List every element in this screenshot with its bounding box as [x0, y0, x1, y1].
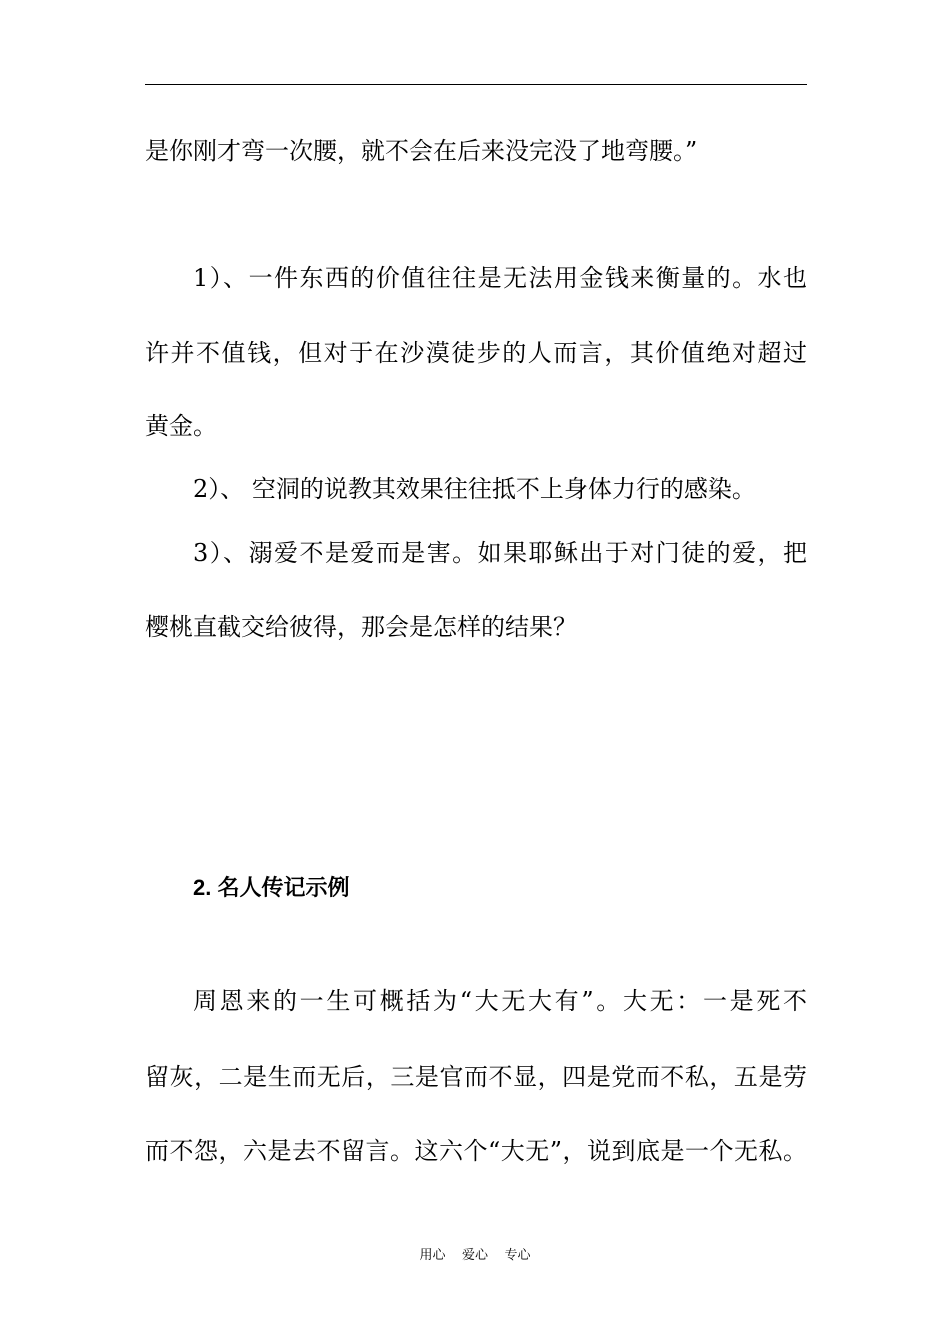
item-2-line-1: 2）、 空洞的说教其效果往往抵不上身体力行的感染。 — [193, 475, 756, 503]
item-1-line-2: 许并不值钱，但对于在沙漠徒步的人而言，其价值绝对超过 — [145, 339, 807, 367]
page-footer: 用心 爱心 专心 — [419, 1248, 531, 1263]
item-1-line-1: 1）、一件东西的价值往往是无法用金钱来衡量的。水也 — [193, 264, 807, 292]
paragraph-line: 是你刚才弯一次腰，就不会在后来没完没了地弯腰。” — [145, 137, 698, 165]
section-2-line-3: 而不怨，六是去不留言。这六个“大无”，说到底是一个无私。 — [145, 1137, 807, 1165]
item-3-line-2: 樱桃直截交给彼得，那会是怎样的结果？ — [145, 613, 577, 641]
item-3-line-1: 3）、溺爱不是爱而是害。如果耶稣出于对门徒的爱，把 — [193, 539, 807, 567]
section-2-line-1: 周恩来的一生可概括为“大无大有”。大无：一是死不 — [193, 987, 807, 1015]
item-1-line-3: 黄金。 — [145, 412, 217, 440]
header-rule — [145, 84, 807, 85]
section-heading: 2. 名人传记示例 — [193, 875, 350, 900]
section-2-line-2: 留灰，二是生而无后，三是官而不显，四是党而不私，五是劳 — [145, 1063, 807, 1091]
